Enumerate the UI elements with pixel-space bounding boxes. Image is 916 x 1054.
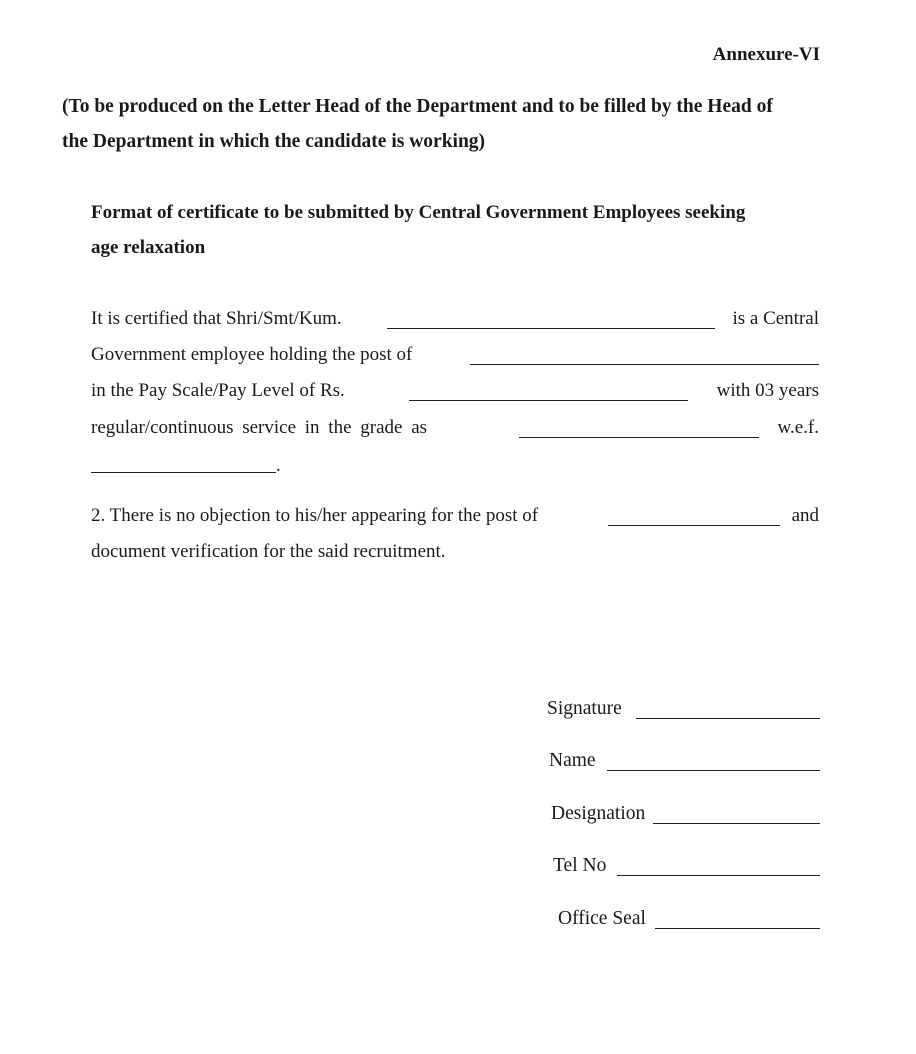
- para1-line5-period: .: [276, 455, 281, 476]
- tel-no-blank[interactable]: [617, 875, 820, 876]
- para2-line1-text: 2. There is no objection to his/her appearing for the post of: [91, 505, 539, 526]
- office-seal-blank[interactable]: [655, 928, 820, 929]
- employee-name-blank[interactable]: [387, 328, 715, 329]
- post-held-blank[interactable]: [470, 364, 819, 365]
- para1-line3-end: with 03 years: [716, 380, 819, 401]
- signature-blank[interactable]: [636, 718, 820, 719]
- para2-line1-end: and: [791, 505, 819, 526]
- annexure-label: Annexure-VI: [712, 44, 820, 65]
- wef-date-blank[interactable]: [91, 472, 276, 473]
- para1-line3-text: in the Pay Scale/Pay Level of Rs.: [91, 380, 345, 401]
- tel-no-label: Tel No: [553, 855, 607, 876]
- para1-line1-text: It is certified that Shri/Smt/Kum.: [91, 308, 342, 329]
- instruction-line-1: (To be produced on the Letter Head of the Department and to be filled by the Head of: [62, 96, 773, 117]
- para1-line4-text: regular/continuous service in the grade as: [91, 417, 428, 438]
- name-label: Name: [549, 750, 596, 771]
- instruction-line-2: the Department in which the candidate is working): [62, 131, 486, 152]
- applied-post-blank[interactable]: [608, 525, 780, 526]
- para1-line4-end: w.e.f.: [777, 417, 819, 438]
- name-blank[interactable]: [607, 770, 820, 771]
- para1-line2-text: Government employee holding the post of: [91, 344, 413, 365]
- para2-line2-text: document verification for the said recruitment.: [91, 541, 446, 562]
- format-title-line-1: Format of certificate to be submitted by Central Government Employees seeking: [91, 202, 746, 223]
- signature-label: Signature: [547, 698, 622, 719]
- office-seal-label: Office Seal: [558, 908, 646, 929]
- para1-line1-end: is a Central: [732, 308, 819, 329]
- designation-label: Designation: [551, 803, 646, 824]
- pay-scale-blank[interactable]: [409, 400, 688, 401]
- designation-blank[interactable]: [653, 823, 820, 824]
- grade-blank[interactable]: [519, 437, 759, 438]
- format-title-line-2: age relaxation: [91, 237, 206, 258]
